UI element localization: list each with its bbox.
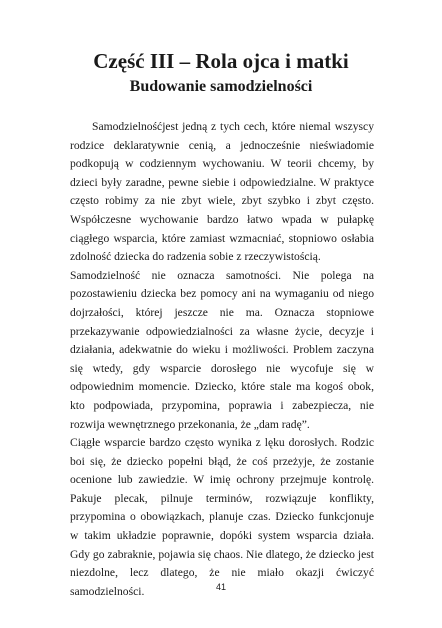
part-title: Część III – Rola ojca i matki — [93, 49, 349, 73]
paragraph: Ciągłe wsparcie bardzo często wynika z lęku dorosłych. Rodzic boi się, że dziecko popełni błąd, że coś przeżyje, że zostanie ocenione lub zawiedzie. W imię ochrony przejmuje kontrolę. Pakuje plecak, pilnuje terminów, rozwiązuje konflikty, przypomina o obowiązkach, planuje czas. Dziecko funkcjonuje w takim układzie poprawnie, dopóki system wsparcia działa. Gdy go zabraknie, pojawia się chaos. Nie dlatego, że dziecko jest niezdolne, lecz dlatego, że nie miało okazji ćwiczyć samodzielności. — [70, 436, 374, 598]
paragraph: Samodzielność nie oznacza samotności. Nie polega na pozostawieniu dziecka bez pomocy ani na wymaganiu od niego dojrzałości, której jeszcze nie ma. Oznacza stopniowe przekazywanie odpowiedzialności za własne życie, decyzje i działania, adekwatnie do wieku i możliwości. Problem zaczyna się wtedy, gdy wsparcie dorosłego nie wycofuje się w odpowiednim momencie. Dziecko, które stale ma kogoś obok, kto podpowiada, przypomina, poprawia i zabezpiecza, nie rozwija wewnętrznego przekonania, że „dam radę”. — [70, 268, 374, 431]
chapter-title: Budowanie samodzielności — [129, 78, 313, 95]
page-number: 41 — [215, 582, 226, 592]
paragraph: Samodzielnośćjest jedną z tych cech, które niemal wszyscy rodzice deklaratywnie cenią, a jednocześnie nieświadomie podkopują w codziennym wychowaniu. W teorii chcemy, by dzieci były zaradne, pewne siebie i odpowiedzialne. W praktyce często robimy za nie zbyt wiele, zbyt szybko i zbyt często. Współczesne wychowanie bardzo łatwo wpada w pułapkę ciągłego wsparcia, które zamiast wzmacniać, stopniowo osłabia zdolność dziecka do radzenia sobie z rzeczywistością. — [70, 120, 374, 264]
body-text — [70, 118, 374, 601]
